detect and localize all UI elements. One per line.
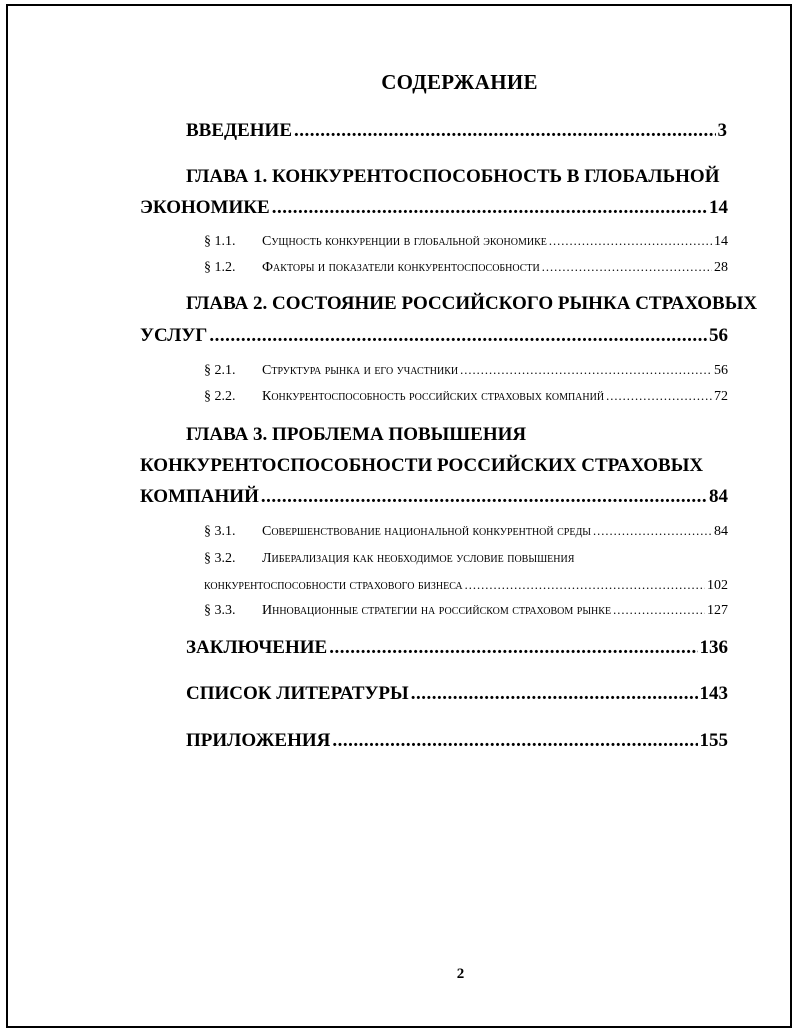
section-number: § 1.1. [204, 234, 236, 249]
toc-page-number: 14 [714, 234, 728, 249]
toc-entry-literature[interactable] [186, 683, 728, 705]
section-number: § 3.3. [204, 603, 236, 618]
toc-page-number: 155 [699, 730, 728, 751]
toc-entry-label: ЗАКЛЮЧЕНИЕ [186, 637, 328, 658]
toc-entry-label: ГЛАВА 2. СОСТОЯНИЕ РОССИЙСКОГО РЫНКА СТРАХОВЫХ [186, 293, 758, 314]
toc-page-number: 102 [707, 578, 728, 593]
leader-dots [332, 730, 697, 752]
page-title: СОДЕРЖАНИЕ [381, 70, 538, 94]
toc-entry-label: ГЛАВА 1. КОНКУРЕНТОСПОСОБНОСТЬ В ГЛОБАЛЬНОЙ [186, 166, 720, 187]
toc-section-2-2[interactable] [204, 389, 728, 405]
toc-entry-intro[interactable] [186, 120, 727, 142]
toc-chapter-3-line-3[interactable] [140, 486, 728, 508]
leader-dots [465, 578, 705, 593]
toc-section-1-1[interactable] [204, 234, 728, 250]
toc-entry-label: Факторы и показатели конкурентоспособности [262, 260, 540, 275]
leader-dots [329, 637, 697, 659]
toc-page-number: 136 [699, 637, 728, 658]
leader-dots [549, 234, 712, 249]
toc-page-number: 127 [707, 603, 728, 618]
toc-chapter-2-line-2[interactable] [140, 325, 728, 347]
toc-entry-label: Либерализация как необходимое условие повышения [262, 551, 575, 566]
toc-section-1-2[interactable] [204, 260, 728, 276]
toc-entry-label: Инновационные стратегии на российском страховом рынке [262, 603, 612, 618]
toc-chapter-1-line-2[interactable] [140, 197, 728, 219]
toc-entry-label: Конкурентоспособность российских страховых компаний [262, 389, 605, 404]
page-border [6, 4, 792, 1028]
toc-page-number: 84 [709, 486, 728, 507]
leader-dots [209, 325, 707, 347]
toc-page-number: 72 [714, 389, 728, 404]
section-number: § 1.2. [204, 260, 236, 275]
leader-dots [460, 363, 712, 378]
leader-dots [411, 683, 698, 705]
toc-page-number: 56 [714, 363, 728, 378]
toc-chapter-2-line-1[interactable] [186, 293, 757, 315]
toc-entry-label: конкурентоспособности страхового бизнеса [204, 578, 463, 593]
toc-entry-label: ЭКОНОМИКЕ [140, 197, 270, 218]
section-number: § 2.1. [204, 363, 236, 378]
toc-page-number: 28 [714, 260, 728, 275]
leader-dots [542, 260, 712, 275]
leader-dots [294, 120, 716, 142]
section-number: § 3.1. [204, 524, 236, 539]
toc-entry-label: КОНКУРЕНТОСПОСОБНОСТИ РОССИЙСКИХ СТРАХОВЫХ [140, 455, 704, 476]
leader-dots [261, 486, 707, 508]
toc-page-number: 3 [717, 120, 727, 141]
toc-entry-appendix[interactable] [186, 730, 728, 752]
toc-entry-label: СПИСОК ЛИТЕРАТУРЫ [186, 683, 409, 704]
leader-dots [272, 197, 707, 219]
toc-chapter-3-line-2[interactable] [140, 455, 703, 477]
leader-dots [606, 389, 712, 404]
toc-section-2-1[interactable] [204, 363, 728, 379]
toc-entry-label: ВВЕДЕНИЕ [186, 120, 292, 141]
toc-chapter-1-line-1[interactable] [186, 166, 719, 188]
toc-page-number: 143 [699, 683, 728, 704]
page-number: 2 [456, 966, 465, 982]
section-number: § 3.2. [204, 551, 236, 566]
toc-entry-label: ГЛАВА 3. ПРОБЛЕМА ПОВЫШЕНИЯ [186, 424, 527, 445]
toc-entry-label: Структура рынка и его участники [262, 363, 459, 378]
toc-entry-label: УСЛУГ [140, 325, 208, 346]
toc-page-number: 84 [714, 524, 728, 539]
toc-page-number: 14 [709, 197, 728, 218]
section-number: § 2.2. [204, 389, 236, 404]
toc-section-3-2-line-1[interactable] [204, 551, 574, 567]
leader-dots [613, 603, 705, 618]
toc-entry-label: Сущность конкуренции в глобальной экономике [262, 234, 547, 249]
toc-section-3-3[interactable] [204, 603, 728, 619]
toc-entry-label: ПРИЛОЖЕНИЯ [186, 730, 331, 751]
toc-page-number: 56 [709, 325, 728, 346]
toc-section-3-1[interactable] [204, 524, 728, 540]
leader-dots [593, 524, 712, 539]
toc-section-3-2-line-2[interactable] [204, 578, 728, 594]
toc-entry-conclusion[interactable] [186, 637, 728, 659]
toc-entry-label: КОМПАНИЙ [140, 486, 259, 507]
toc-chapter-3-line-1[interactable] [186, 424, 526, 446]
toc-entry-label: Совершенствование национальной конкурентной среды [262, 524, 592, 539]
